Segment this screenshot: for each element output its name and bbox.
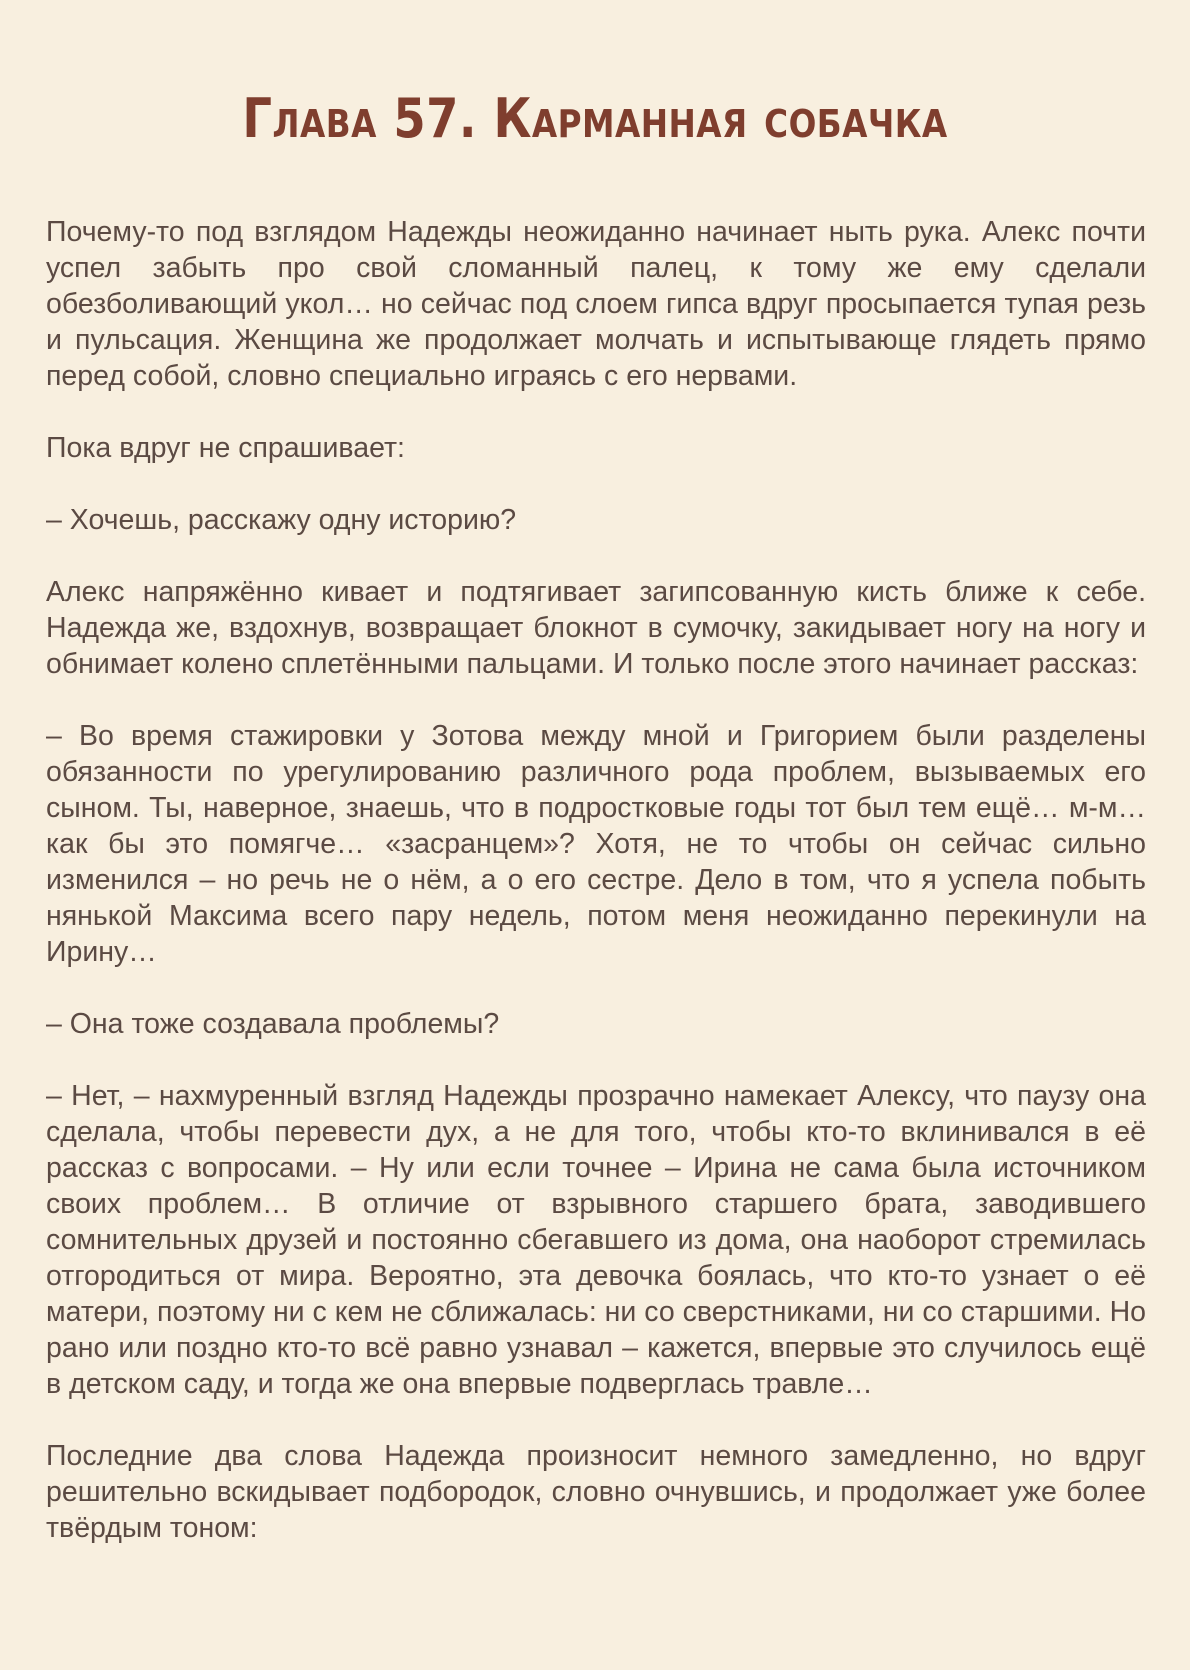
paragraph: – Хочешь, расскажу одну историю? bbox=[46, 504, 517, 536]
paragraph: – Во время стажировки у Зотова между мной и Григорием были разделены обязанности по урегулированию различного рода проблем, вызываемых его сыном. Ты, наверное, знаешь, что в подростковые годы тот был тем ещё… м-м… как бы это помягче… «засранцем»? Хотя, не то чтобы он сейчас сильно изменился – но речь не о нём, а о его сестре. Дело в том, что я успела побыть нянькой Максима всего пару недель, потом меня неожиданно перекинули на Ирину… bbox=[46, 720, 1146, 968]
paragraph: – Нет, – нахмуренный взгляд Надежды прозрачно намекает Алексу, что паузу она сделала, чтобы перевести дух, а не для того, чтобы кто-то вклинивался в её рассказ с вопросами. – Ну или если точнее – Ирина не сама была источником своих проблем… В отличие от взрывного старшего брата, заводившего сомнительных друзей и постоянно сбегавшего из дома, она наоборот стремилась отгородиться от мира. Вероятно, эта девочка боялась, что кто-то узнает о её матери, поэтому ни с кем не сближалась: ни со сверстниками, ни со старшими. Но рано или поздно кто-то всё равно узнавал – кажется, впервые это случилось ещё в детском саду, и тогда же она впервые подверглась травле… bbox=[46, 1080, 1146, 1400]
paragraph: Алекс напряжённо кивает и подтягивает загипсованную кисть ближе к себе. Надежда же, вздохнув, возвращает блокнот в сумочку, закидывает ногу на ногу и обнимает колено сплетёнными пальцами. И только после этого начинает рассказ: bbox=[46, 576, 1146, 680]
paragraph: Почему-то под взглядом Надежды неожиданно начинает ныть рука. Алекс почти успел забыть про свой сломанный палец, к тому же ему сделали обезболивающий укол… но сейчас под слоем гипса вдруг просыпается тупая резь и пульсация. Женщина же продолжает молчать и испытывающе глядеть прямо перед собой, словно специально играясь с его нервами. bbox=[46, 216, 1146, 392]
paragraph: Последние два слова Надежда произносит немного замедленно, но вдруг решительно вскидывает подбородок, словно очнувшись, и продолжает уже более твёрдым тоном: bbox=[46, 1440, 1146, 1544]
chapter-title: Глава 57. Карманная собачка bbox=[242, 87, 948, 150]
chapter-body bbox=[46, 214, 1146, 1582]
paragraph: Пока вдруг не спрашивает: bbox=[46, 432, 405, 464]
paragraph: – Она тоже создавала проблемы? bbox=[46, 1008, 500, 1040]
